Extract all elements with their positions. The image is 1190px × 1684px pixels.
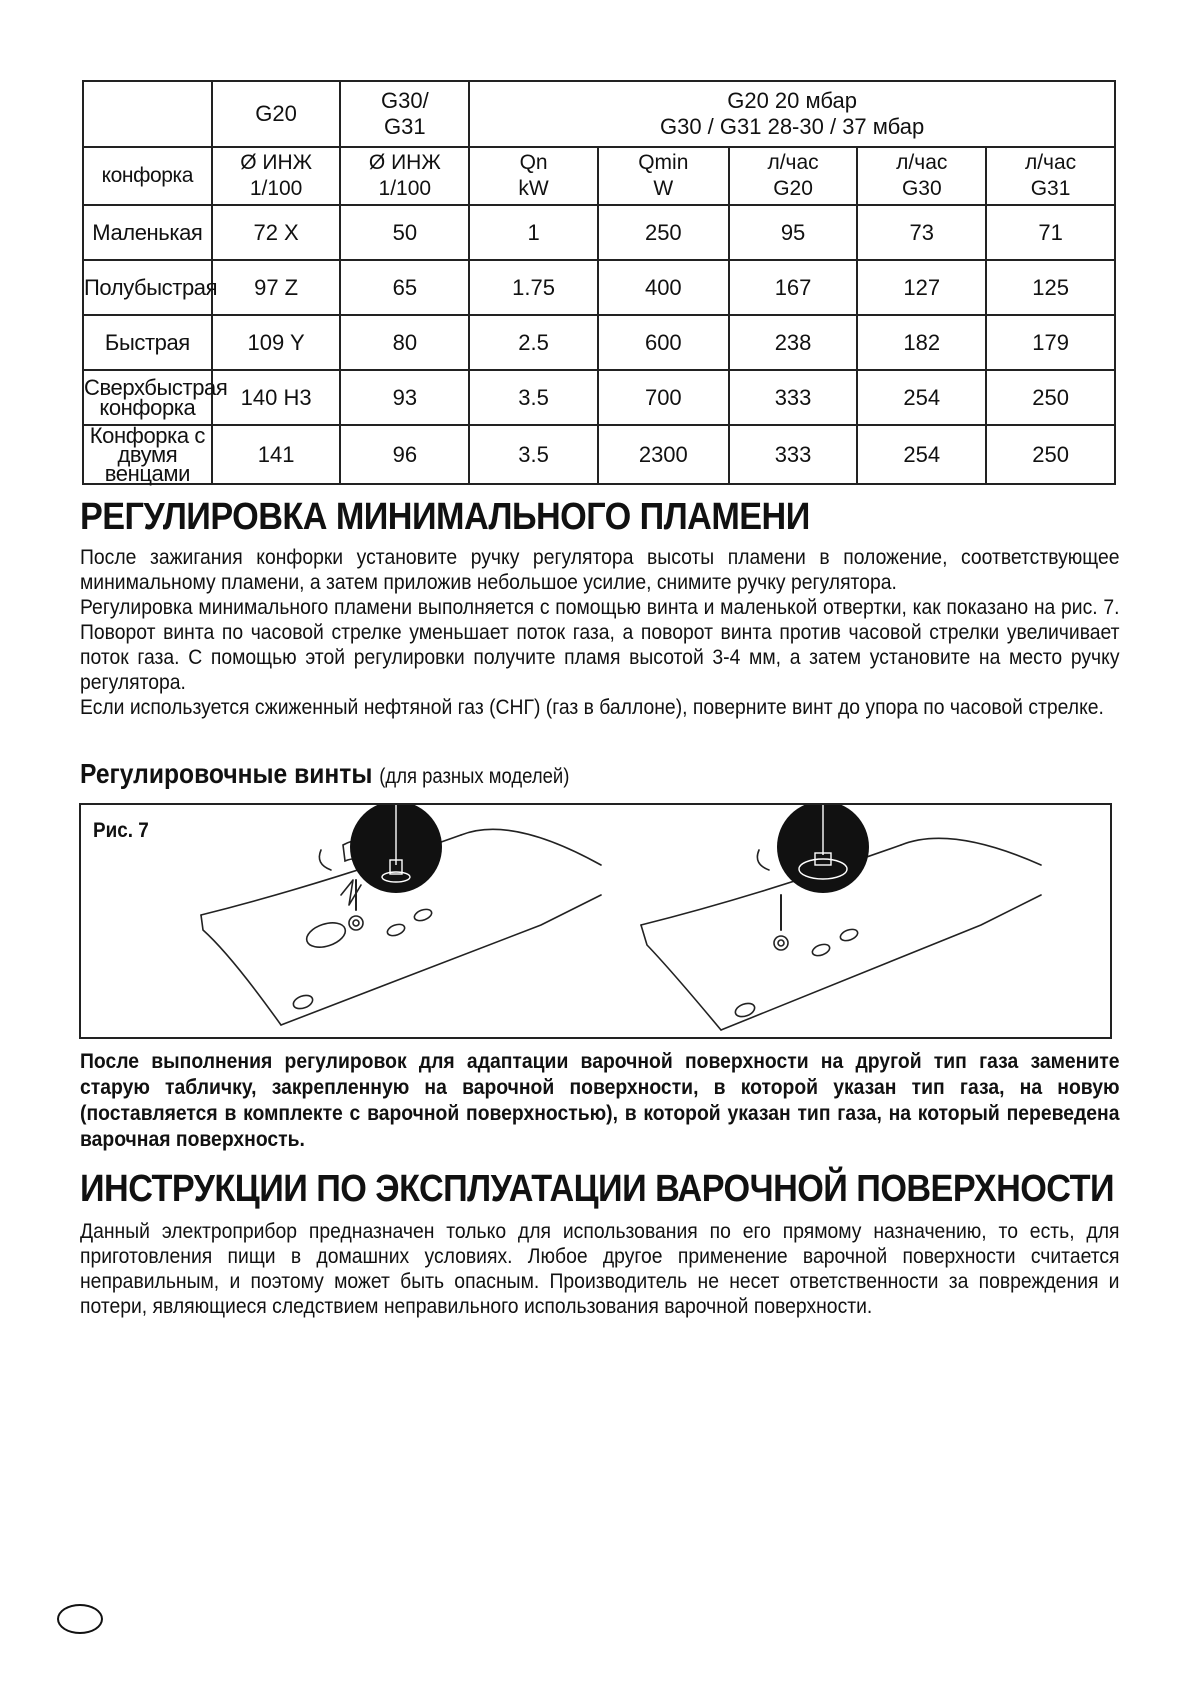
gas-label-notice: После выполнения регулировок для адаптации варочной поверхности на другой тип газа замените старую табличку, закрепленную на варочной поверхности, в которой указан тип газа, на новую (поставляется в комплекте с варочной поверхностью), в которой указан тип газа, на который переведена варочная поверхность.	[80, 1049, 1120, 1151]
cell-g20: 109 Y	[212, 315, 341, 370]
cell-g30-lh: 182	[857, 315, 986, 370]
subheader-qmin: Qmin W	[598, 147, 729, 205]
min-flame-title: РЕГУЛИРОВКА МИНИМАЛЬНОГО ПЛАМЕНИ	[80, 496, 810, 538]
cell-qmin: 600	[598, 315, 729, 370]
cell-g30-lh: 73	[857, 205, 986, 260]
cell-qmin: 400	[598, 260, 729, 315]
cell-qmin: 700	[598, 370, 729, 425]
cell-g30-lh: 254	[857, 425, 986, 484]
cell-g20-lh: 333	[729, 425, 858, 484]
cell-g31-lh: 250	[986, 425, 1115, 484]
cell-g30: 80	[340, 315, 469, 370]
cell-g20-lh: 238	[729, 315, 858, 370]
page-marker-oval	[57, 1604, 103, 1634]
injector-table	[82, 80, 1116, 485]
screwdriver-illustration	[81, 805, 1112, 1039]
cell-g30: 96	[340, 425, 469, 484]
cell-qn: 3.5	[469, 425, 598, 484]
cell-g30: 65	[340, 260, 469, 315]
burner-name: Полубыстрая	[83, 260, 212, 315]
cell-g20: 97 Z	[212, 260, 341, 315]
figure-7	[79, 803, 1112, 1039]
subheader-inj-g20: Ø ИНЖ 1/100	[212, 147, 341, 205]
cell-g30-lh: 127	[857, 260, 986, 315]
cell-g31-lh: 71	[986, 205, 1115, 260]
cell-g30: 50	[340, 205, 469, 260]
cell-qmin: 2300	[598, 425, 729, 484]
cell-g30-lh: 254	[857, 370, 986, 425]
table-row	[83, 260, 1115, 315]
cell-qn: 1	[469, 205, 598, 260]
table-subheader-row	[83, 147, 1115, 205]
cell-g20: 72 X	[212, 205, 341, 260]
header-g30-g31: G30/ G31	[340, 81, 469, 147]
cell-g20-lh: 167	[729, 260, 858, 315]
subheader-inj-g30: Ø ИНЖ 1/100	[340, 147, 469, 205]
cell-qmin: 250	[598, 205, 729, 260]
cell-g31-lh: 125	[986, 260, 1115, 315]
table-row	[83, 370, 1115, 425]
cell-g20-lh: 333	[729, 370, 858, 425]
cell-g30: 93	[340, 370, 469, 425]
subheader-lh-g30: л/час G30	[857, 147, 986, 205]
cell-g31-lh: 250	[986, 370, 1115, 425]
min-flame-paragraph-3: Если используется сжиженный нефтяной газ (СНГ) (газ в баллоне), поверните винт до упора по часовой стрелке.	[80, 695, 1104, 719]
table-header-row	[83, 81, 1115, 147]
cell-qn: 3.5	[469, 370, 598, 425]
cell-qn: 1.75	[469, 260, 598, 315]
table-row	[83, 425, 1115, 484]
burner-name: Маленькая	[83, 205, 212, 260]
cell-g31-lh: 179	[986, 315, 1115, 370]
cell-g20: 141	[212, 425, 341, 484]
subheader-qn: Qn kW	[469, 147, 598, 205]
subheader-lh-g31: л/час G31	[986, 147, 1115, 205]
screws-title: Регулировочные винты (для разных моделей)	[80, 758, 570, 789]
figure-label: Рис. 7	[93, 819, 149, 842]
subheader-burner: конфорка	[83, 147, 212, 205]
subheader-lh-g20: л/час G20	[729, 147, 858, 205]
screws-note: (для разных моделей)	[379, 765, 570, 788]
header-pressure: G20 20 мбар G30 / G31 28-30 / 37 мбар	[469, 81, 1115, 147]
table-row	[83, 315, 1115, 370]
cell-qn: 2.5	[469, 315, 598, 370]
header-g20: G20	[212, 81, 341, 147]
operating-instructions-paragraph: Данный электроприбор предназначен только для использования по его прямому назначению, то есть, для приготовления пищи в домашних условиях. Любое другое применение варочной поверхности считается неправильным, и поэтому может быть опасным. Производитель не несет ответственности за повреждения и потери, являющиеся следствием неправильного использования варочной поверхности.	[80, 1219, 1120, 1318]
burner-name: Быстрая	[83, 315, 212, 370]
min-flame-paragraph-1: После зажигания конфорки установите ручку регулятора высоты пламени в положение, соответствующее минимальному пламени, а затем приложив небольшое усилие, снимите ручку регулятора.	[80, 545, 1120, 594]
table-row	[83, 205, 1115, 260]
min-flame-paragraph-2: Регулировка минимального пламени выполняется с помощью винта и маленькой отвертки, как показано на рис. 7. Поворот винта по часовой стрелке уменьшает поток газа, а поворот винта против часовой стрелки увеличивает поток газа. С помощью этой регулировки получите пламя высотой 3-4 мм, а затем установите на место ручку регулятора.	[80, 595, 1120, 694]
operating-instructions-title: ИНСТРУКЦИИ ПО ЭКСПЛУАТАЦИИ ВАРОЧНОЙ ПОВЕРХНОСТИ	[80, 1168, 1114, 1210]
cell-g20-lh: 95	[729, 205, 858, 260]
burner-name: Конфорка с двумя венцами	[83, 425, 212, 484]
burner-name: Сверхбыстрая конфорка	[83, 370, 212, 425]
header-empty-cell	[83, 81, 212, 147]
cell-g20: 140 H3	[212, 370, 341, 425]
